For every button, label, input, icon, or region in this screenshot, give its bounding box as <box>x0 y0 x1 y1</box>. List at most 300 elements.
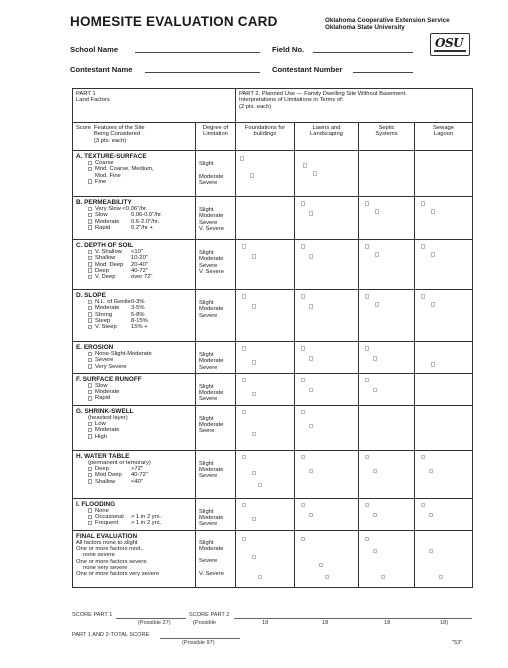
answer-box[interactable] <box>319 563 323 568</box>
part2-line-2: Interpretations of Limitations in Terms of: <box>239 97 344 104</box>
septic-cell[interactable] <box>359 405 415 450</box>
option-checkbox[interactable] <box>88 300 92 305</box>
answer-box[interactable] <box>240 156 244 161</box>
possible-part2: (Possible <box>193 620 217 626</box>
school-name-line[interactable] <box>135 52 260 53</box>
option-range: <40" <box>131 478 143 485</box>
foundations-cell[interactable] <box>236 290 295 342</box>
lawns-line-1: Lawns and <box>312 125 341 131</box>
answer-box[interactable] <box>381 575 385 580</box>
final-line: none very severe <box>83 564 128 571</box>
score-part1-line[interactable] <box>116 618 186 619</box>
limitation-option: Slight <box>199 250 214 256</box>
option-label: Very Severe <box>95 363 127 370</box>
answer-box[interactable] <box>421 503 425 508</box>
possible-lawns: 18 <box>322 620 329 626</box>
limitation-option: Moderate <box>199 422 224 429</box>
factor-heading: F. SURFACE RUNOFF <box>76 375 142 383</box>
sewage-cell[interactable] <box>415 240 473 290</box>
answer-box[interactable] <box>252 392 256 397</box>
option-checkbox[interactable] <box>88 467 92 472</box>
answer-box[interactable] <box>365 455 369 460</box>
answer-box[interactable] <box>309 356 313 361</box>
option-label: Mod. Coarse, Medium, <box>95 166 154 173</box>
features-line-2: Being Considered <box>94 131 141 138</box>
limitation-option: Slight <box>199 161 214 167</box>
lawns-cell[interactable] <box>295 342 359 374</box>
answer-box[interactable] <box>301 346 305 351</box>
factor-row <box>73 240 473 290</box>
option-range: 8-15% <box>131 317 148 324</box>
option-range: 3-5% <box>131 305 145 312</box>
lawns-cell[interactable] <box>295 405 359 450</box>
limitation-option: Moderate <box>199 256 224 263</box>
degree-line-1: Degree of <box>202 125 229 131</box>
answer-box[interactable] <box>242 346 246 351</box>
option-label: Occasional <box>95 514 124 521</box>
answer-box[interactable] <box>301 378 305 383</box>
option-checkbox[interactable] <box>88 515 92 520</box>
answer-box[interactable] <box>242 537 246 542</box>
possible-foundations: 18 <box>262 620 269 626</box>
answer-box[interactable] <box>301 201 305 206</box>
factor-option <box>76 520 192 526</box>
option-checkbox[interactable] <box>88 364 92 369</box>
foundations-cell[interactable] <box>236 498 295 530</box>
answer-box[interactable] <box>421 455 425 460</box>
evaluation-table <box>72 88 473 588</box>
limitation-option: Moderate <box>199 213 224 220</box>
answer-box[interactable] <box>439 575 443 580</box>
factor-row <box>73 342 473 374</box>
possible-97: (Possible 97) <box>182 640 215 646</box>
limitation-option: Seere <box>199 428 215 435</box>
part-header-row <box>73 89 473 123</box>
option-checkbox[interactable] <box>88 312 92 317</box>
answer-box[interactable] <box>252 432 256 437</box>
answer-box[interactable] <box>365 378 369 383</box>
factor-heading: A. TEXTURE-SURFACE <box>76 153 147 160</box>
option-range: 0.6-2.0"/hr. <box>131 218 160 225</box>
sewage-header <box>415 123 473 151</box>
option-range: 20-40" <box>131 261 148 268</box>
factor-option <box>76 324 192 330</box>
answer-box[interactable] <box>301 455 305 460</box>
option-checkbox[interactable] <box>88 479 92 484</box>
limitation-option: V. Severe <box>199 225 224 232</box>
foundations-cell[interactable] <box>236 405 295 450</box>
answer-box[interactable] <box>365 294 369 299</box>
option-checkbox[interactable] <box>88 396 92 401</box>
option-label: Rapid <box>95 224 111 231</box>
option-checkbox[interactable] <box>88 225 92 230</box>
osu-logo <box>430 33 470 56</box>
lawns-cell[interactable] <box>295 373 359 405</box>
answer-box[interactable] <box>309 254 313 259</box>
option-range: 0.2"/hr + <box>131 224 153 231</box>
limitation-option: Slight <box>199 508 214 515</box>
answer-box[interactable] <box>421 244 425 249</box>
degree-header <box>196 123 236 151</box>
answer-box[interactable] <box>301 503 305 508</box>
answer-box[interactable] <box>252 471 256 476</box>
sewage-cell[interactable] <box>415 197 473 240</box>
answer-box[interactable] <box>242 378 246 383</box>
option-label: Slow <box>95 382 108 389</box>
factor-option <box>76 395 192 401</box>
limitation-option: Slight <box>199 460 214 467</box>
sewage-cell[interactable] <box>415 290 473 342</box>
option-label: V. Steep <box>95 324 117 331</box>
limitation-cell <box>196 405 236 450</box>
part2-line-3: (2 pts. each) <box>239 103 272 110</box>
school-name-label: School Name <box>70 45 119 54</box>
factor-row <box>73 405 473 450</box>
part1-header <box>73 89 236 123</box>
field-no-label: Field No. <box>272 45 305 54</box>
factor-heading: G. SHRINK-SWELL <box>76 407 134 415</box>
sewage-cell[interactable] <box>415 530 473 587</box>
score-part1-label: SCORE PART 1 <box>72 612 113 618</box>
part1-title: PART 1 <box>76 91 96 97</box>
option-checkbox[interactable] <box>88 352 92 357</box>
final-line: One or more factors mod., <box>76 545 144 552</box>
factor-cell <box>73 405 196 450</box>
answer-box[interactable] <box>365 537 369 542</box>
answer-box[interactable] <box>421 201 425 206</box>
option-label: Low <box>95 421 106 428</box>
answer-box[interactable] <box>365 346 369 351</box>
factor-cell <box>73 151 196 197</box>
answer-box[interactable] <box>252 555 256 560</box>
answer-box[interactable] <box>252 304 256 309</box>
foundations-cell[interactable] <box>236 342 295 374</box>
option-range: 0-3% <box>131 299 145 305</box>
answer-box[interactable] <box>431 209 435 214</box>
limitation-option: Slight <box>199 207 214 213</box>
option-range: >72" <box>131 466 143 473</box>
column-header-row <box>73 123 473 151</box>
option-checkbox[interactable] <box>88 508 92 513</box>
option-label: Frequent <box>95 520 119 527</box>
factor-heading: H. WATER TABLE <box>76 452 130 460</box>
logo-mark: OSU <box>435 36 464 50</box>
final-line: All factors none to slight <box>76 539 138 546</box>
lawns-cell[interactable] <box>295 197 359 240</box>
option-checkbox[interactable] <box>88 179 92 184</box>
limitation-option: Severe <box>199 473 218 480</box>
limitation-option: Moderate <box>199 358 224 365</box>
answer-box[interactable] <box>242 503 246 508</box>
septic-header <box>359 123 415 151</box>
option-checkbox[interactable] <box>88 256 92 261</box>
factor-cell <box>73 240 196 290</box>
final-cell <box>73 530 196 587</box>
answer-box[interactable] <box>242 410 246 415</box>
option-checkbox[interactable] <box>88 275 92 280</box>
limitation-option: Moderate <box>199 390 224 397</box>
answer-box[interactable] <box>431 252 435 257</box>
option-range: > 1 in 2 yrs. <box>131 520 162 527</box>
limitation-cell <box>196 342 236 374</box>
lawns-cell[interactable] <box>295 151 359 197</box>
option-label: Moderate <box>95 427 120 434</box>
field-no-line[interactable] <box>313 52 413 53</box>
answer-box[interactable] <box>325 575 329 580</box>
contestant-name-label: Contestant Name <box>70 65 133 74</box>
septic-cell[interactable] <box>359 197 415 240</box>
answer-box[interactable] <box>250 173 254 178</box>
answer-box[interactable] <box>365 201 369 206</box>
factor-row <box>73 290 473 342</box>
factor-option <box>76 225 192 231</box>
answer-box[interactable] <box>365 244 369 249</box>
option-checkbox[interactable] <box>88 161 92 166</box>
answer-box[interactable] <box>373 388 377 393</box>
factor-heading: B. PERMEABILITY <box>76 199 132 206</box>
factor-option <box>76 434 192 440</box>
option-checkbox[interactable] <box>88 213 92 218</box>
answer-box[interactable] <box>431 362 435 367</box>
final-evaluation-row <box>73 530 473 587</box>
answer-box[interactable] <box>242 244 246 249</box>
limitation-cell <box>196 197 236 240</box>
lawns-cell[interactable] <box>295 530 359 587</box>
limitation-option: Severe <box>199 312 218 319</box>
option-checkbox[interactable] <box>88 428 92 433</box>
factor-note: (permanent or temorary) <box>88 459 151 466</box>
answer-box[interactable] <box>309 304 313 309</box>
option-checkbox[interactable] <box>88 219 92 224</box>
factor-cell <box>73 450 196 498</box>
option-checkbox[interactable] <box>88 167 92 172</box>
answer-box[interactable] <box>375 252 379 257</box>
septic-cell[interactable] <box>359 342 415 374</box>
factor-row <box>73 151 473 197</box>
final-limitation: Slight <box>199 539 214 546</box>
limitation-option: V. Severe <box>199 268 224 275</box>
answer-box[interactable] <box>303 163 307 168</box>
features-line-1: Features of the Site <box>94 125 145 131</box>
final-limitation: V. Severe <box>199 570 224 577</box>
option-range: 0.06-0.6"/hr. <box>131 212 163 219</box>
answer-box[interactable] <box>309 513 313 518</box>
part2-header <box>236 89 473 123</box>
foundations-cell[interactable] <box>236 450 295 498</box>
option-label: Deep <box>95 466 109 473</box>
factor-heading: C. DEPTH OF SOIL <box>76 242 134 249</box>
option-label: V. Shallow <box>95 249 122 255</box>
answer-box[interactable] <box>301 410 305 415</box>
factor-option <box>76 274 192 280</box>
factor-cell <box>73 498 196 530</box>
septic-cell[interactable] <box>359 498 415 530</box>
limitation-option: Severe <box>199 364 218 371</box>
limitation-option: Moderate <box>199 515 224 522</box>
lawns-cell[interactable] <box>295 290 359 342</box>
option-range: 10-20" <box>131 255 148 262</box>
limitation-cell <box>196 450 236 498</box>
option-label: Severe <box>95 357 114 364</box>
option-label: None-Slight-Moderate <box>95 351 152 357</box>
option-checkbox[interactable] <box>88 434 92 439</box>
option-checkbox[interactable] <box>88 358 92 363</box>
features-header <box>94 125 145 144</box>
option-checkbox[interactable] <box>88 250 92 255</box>
contestant-number-line[interactable] <box>353 72 413 73</box>
answer-box[interactable] <box>429 513 433 518</box>
option-range: 40-72" <box>131 267 148 274</box>
answer-box[interactable] <box>421 294 425 299</box>
option-checkbox[interactable] <box>88 325 92 330</box>
limitation-cell <box>196 498 236 530</box>
lawns-cell[interactable] <box>295 240 359 290</box>
answer-box[interactable] <box>242 294 246 299</box>
sewage-line-1: Sewage <box>433 125 454 131</box>
answer-box[interactable] <box>429 549 433 554</box>
answer-box[interactable] <box>375 209 379 214</box>
option-range: 40-72" <box>131 472 148 479</box>
limitation-option: Slight <box>199 415 214 422</box>
septic-cell[interactable] <box>359 373 415 405</box>
factor-row <box>73 373 473 405</box>
answer-box[interactable] <box>258 483 262 488</box>
sewage-cell[interactable] <box>415 450 473 498</box>
option-checkbox[interactable] <box>88 390 92 395</box>
factor-option <box>76 479 192 485</box>
contestant-number-label: Contestant Number <box>272 65 343 74</box>
lawns-cell[interactable] <box>295 450 359 498</box>
foundations-line-1: Foundations for <box>244 125 286 131</box>
possible-27: (Possible 27) <box>138 620 171 626</box>
septic-cell[interactable] <box>359 240 415 290</box>
final-limitation-cell <box>196 530 236 587</box>
limitation-cell <box>196 151 236 197</box>
answer-box[interactable] <box>373 549 377 554</box>
answer-box[interactable] <box>252 517 256 522</box>
option-checkbox[interactable] <box>88 207 92 212</box>
answer-box[interactable] <box>242 455 246 460</box>
logo-bar <box>434 50 466 52</box>
foundations-cell[interactable] <box>236 240 295 290</box>
lawns-cell[interactable] <box>295 498 359 530</box>
limitation-option: Moderate <box>199 467 224 474</box>
option-checkbox[interactable] <box>88 521 92 526</box>
option-range: over 72" <box>131 274 153 281</box>
sewage-cell[interactable] <box>415 373 473 405</box>
answer-box[interactable] <box>373 356 377 361</box>
answer-box[interactable] <box>309 211 313 216</box>
foundations-cell[interactable] <box>236 530 295 587</box>
answer-box[interactable] <box>373 469 377 474</box>
option-label: Steep <box>95 317 111 324</box>
limitation-option: Severe <box>199 262 218 269</box>
septic-cell[interactable] <box>359 530 415 587</box>
final-limitation: Moderate <box>199 545 224 552</box>
contestant-name-line[interactable] <box>145 72 260 73</box>
answer-box[interactable] <box>301 294 305 299</box>
limitation-option: Severe <box>199 179 218 186</box>
limitation-option: Severe <box>199 396 218 403</box>
answer-box[interactable] <box>301 537 305 542</box>
answer-box[interactable] <box>429 469 433 474</box>
factor-row <box>73 450 473 498</box>
factor-cell <box>73 373 196 405</box>
option-checkbox[interactable] <box>88 306 92 311</box>
answer-box[interactable] <box>375 302 379 307</box>
card-title: HOMESITE EVALUATION CARD <box>70 14 278 29</box>
option-checkbox[interactable] <box>88 473 92 478</box>
sewage-cell[interactable] <box>415 342 473 374</box>
option-label: Moderate <box>95 389 120 396</box>
answer-box[interactable] <box>252 254 256 259</box>
answer-box[interactable] <box>313 171 317 176</box>
answer-box[interactable] <box>431 302 435 307</box>
score-part2-label: SCORE PART 2 <box>189 612 230 618</box>
sewage-cell[interactable] <box>415 498 473 530</box>
answer-box[interactable] <box>309 424 313 429</box>
limitation-option: Slight <box>199 383 214 390</box>
score-part2-line[interactable] <box>234 618 472 619</box>
factor-cell <box>73 197 196 240</box>
option-label: N.L. of Gentle <box>95 299 131 305</box>
features-line-3: (3 pts. each) <box>94 137 127 144</box>
septic-cell[interactable] <box>359 450 415 498</box>
total-score-label: PART 1 AND 2-TOTAL SCORE <box>72 632 150 638</box>
final-heading: FINAL EVALUATION <box>76 532 138 540</box>
limitation-option: Moderate <box>199 306 224 313</box>
sewage-cell[interactable] <box>415 151 473 197</box>
septic-cell[interactable] <box>359 290 415 342</box>
form-code: "53" <box>452 640 463 646</box>
answer-box[interactable] <box>309 469 313 474</box>
option-range: 5-8% <box>131 311 145 318</box>
total-score-line[interactable] <box>160 638 240 639</box>
option-checkbox[interactable] <box>88 268 92 273</box>
foundations-cell[interactable] <box>236 151 295 197</box>
septic-line-2: Systems <box>375 131 398 138</box>
limitation-option: Severe <box>199 219 218 226</box>
foundations-cell[interactable] <box>236 373 295 405</box>
final-line: One or more factors very severe <box>76 571 160 578</box>
option-checkbox[interactable] <box>88 383 92 388</box>
answer-box[interactable] <box>309 388 313 393</box>
factor-row <box>73 197 473 240</box>
sewage-line-2: Lagoon <box>433 131 454 138</box>
option-checkbox[interactable] <box>88 422 92 427</box>
answer-box[interactable] <box>365 503 369 508</box>
answer-box[interactable] <box>252 360 256 365</box>
factor-heading: D. SLOPE <box>76 292 106 299</box>
sewage-cell[interactable] <box>415 405 473 450</box>
foundations-header <box>236 123 295 151</box>
septic-cell[interactable] <box>359 151 415 197</box>
factor-option <box>76 179 192 185</box>
answer-box[interactable] <box>301 244 305 249</box>
score-header: Score <box>76 125 92 131</box>
answer-box[interactable] <box>258 575 262 580</box>
option-label: Coarse <box>95 160 114 166</box>
option-checkbox[interactable] <box>88 318 92 323</box>
option-label: Strong <box>95 311 113 318</box>
foundations-cell[interactable] <box>236 197 295 240</box>
answer-box[interactable] <box>373 513 377 518</box>
part1-subtitle: Land Factors <box>76 97 110 104</box>
final-line: One or more factors severe <box>76 558 147 565</box>
option-label: Slow <box>95 212 108 219</box>
option-checkbox[interactable] <box>88 262 92 267</box>
possible-septic: 18 <box>384 620 391 626</box>
